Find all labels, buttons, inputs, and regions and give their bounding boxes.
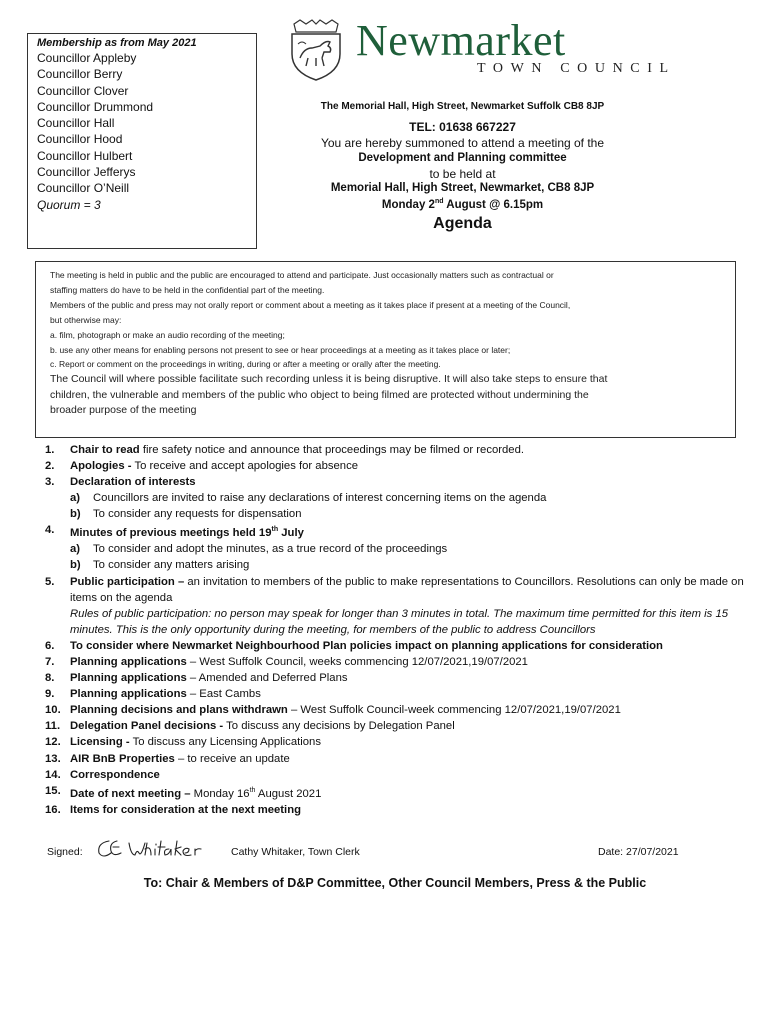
handwritten-signature (95, 835, 213, 863)
agenda-item: 6. To consider where Newmarket Neighbourhood Plan policies impact on planning applications for consideration (45, 639, 663, 652)
brand-subtitle: TOWN COUNCIL (477, 61, 676, 76)
horse-crest-icon (286, 18, 346, 82)
member-name: Councillor Appleby (37, 51, 137, 65)
address: The Memorial Hall, High Street, Newmarket Suffolk CB8 8JP (320, 101, 605, 112)
meeting-venue: Memorial Hall, High Street, Newmarket, CB8 8JP (330, 182, 595, 194)
agenda-item: 7. Planning applications – West Suffolk Council, weeks commencing 12/07/2021,19/07/2021 (45, 655, 528, 668)
member-name: Councillor Hulbert (37, 148, 133, 163)
distribution-footer: To: Chair & Members of D&P Committee, Other Council Members, Press & the Public (143, 876, 647, 890)
participation-rules: Rules of public participation: no person may speak for longer than 3 minutes in total. The maximum time permitted for this item is 15 minutes. This is the only opportunity during the meeting, for members of the public to address Councillors (70, 607, 729, 636)
agenda-item: 16. Items for consideration at the next meeting (45, 803, 302, 816)
agenda-item: 2. Apologies - To receive and accept apologies for absence (45, 460, 359, 473)
membership-box (27, 33, 257, 249)
public-notice-box (35, 261, 736, 438)
notice-line: b. use any other means for enabling persons not present to see or hear proceedings at a meeting as it takes place or later; (50, 344, 511, 355)
membership-heading: Membership as from May 2021 (37, 37, 197, 49)
agenda-item: 1. Chair to read fire safety notice and announce that proceedings may be filmed or recorded. (45, 444, 525, 456)
agenda-subitem: a) Councillors are invited to raise any declarations of interest concerning items on the agenda (70, 492, 547, 505)
agenda-item: 12. Licensing - To discuss any Licensing Applications (45, 736, 321, 749)
notice-line: a. film, photograph or make an audio recording of the meeting; (50, 329, 285, 340)
signed-label: Signed: (47, 846, 83, 858)
agenda-item: 13. AIR BnB Properties – to receive an update (45, 752, 290, 765)
notice-line: Members of the public and press may not orally report or comment about a meeting as it takes place if present at a meeting of the Council, (50, 299, 571, 310)
agenda-item: 11. Delegation Panel decisions - To discuss any decisions by Delegation Panel (45, 720, 455, 733)
member-name: Councillor O’Neill (37, 181, 130, 196)
member-name: Councillor Hood (37, 132, 123, 147)
agenda-list (45, 442, 745, 818)
brand-name: Newmarket (356, 16, 566, 65)
agenda-item: 9. Planning applications – East Cambs (45, 688, 261, 701)
signature-row (47, 841, 697, 867)
clerk-name: Cathy Whitaker, Town Clerk (231, 846, 360, 858)
member-name: Councillor Berry (37, 67, 123, 82)
notice-line: staffing matters do have to be held in the confidential part of the meeting. (50, 284, 325, 295)
telephone: TEL: 01638 667227 (409, 120, 516, 134)
notice-line: children, the vulnerable and members of the public who object to being filmed are protected without undermining the (50, 388, 589, 401)
member-name: Councillor Drummond (37, 99, 154, 114)
meeting-date: Monday 2nd August @ 6.15pm (381, 198, 544, 211)
agenda-subitem: b) To consider any requests for dispensation (70, 508, 302, 521)
committee-name: Development and Planning committee (358, 152, 567, 164)
signature-date: Date: 27/07/2021 (598, 846, 679, 858)
agenda-item: 8. Planning applications – Amended and Deferred Plans (45, 672, 348, 685)
notice-line: The meeting is held in public and the public are encouraged to attend and participate. Just occasionally matters such as contractual or (50, 270, 554, 280)
summons-text: You are hereby summoned to attend a meeting of the (320, 136, 605, 150)
agenda-title: Agenda (433, 215, 492, 232)
agenda-item: 5. Public participation – an invitation to members of the public to make representations to Councillors. Resolutions can only be made on items on the agenda Rules of public participation: no person may speak for longer than 3 minutes in total. The maximum time permitted for this item is 15 minutes. This is the only opportunity during the meeting, for members of the public to address Councillors (45, 575, 744, 636)
member-name: Councillor Clover (37, 83, 129, 98)
member-name: Councillor Hall (37, 116, 115, 131)
notice-line: c. Report or comment on the proceedings in writing, during or after a meeting or orally after the meeting. (50, 359, 441, 370)
agenda-item: 10. Planning decisions and plans withdrawn – West Suffolk Council-week commencing 12/07/2021,19/07/2021 (45, 704, 621, 717)
quorum: Quorum = 3 (37, 197, 101, 212)
notice-line: The Council will where possible facilitate such recording unless it is being disruptive. It will also take steps to ensure that (50, 373, 608, 386)
agenda-item: 4. Minutes of previous meetings held 19th July (45, 524, 304, 540)
agenda-item: 14. Correspondence (45, 768, 160, 781)
agenda-subitem: b) To consider any matters arising (70, 559, 250, 572)
agenda-item: 15. Date of next meeting – Monday 16th August 2021 (45, 784, 322, 800)
agenda-item: 3. Declaration of interests (45, 476, 196, 489)
agenda-subitem: a) To consider and adopt the minutes, as a true record of the proceedings (70, 543, 448, 556)
notice-line: broader purpose of the meeting (50, 404, 197, 417)
member-name: Councillor Jefferys (37, 165, 136, 180)
to-be-held-text: to be held at (429, 167, 496, 181)
notice-line: but otherwise may: (50, 314, 122, 325)
